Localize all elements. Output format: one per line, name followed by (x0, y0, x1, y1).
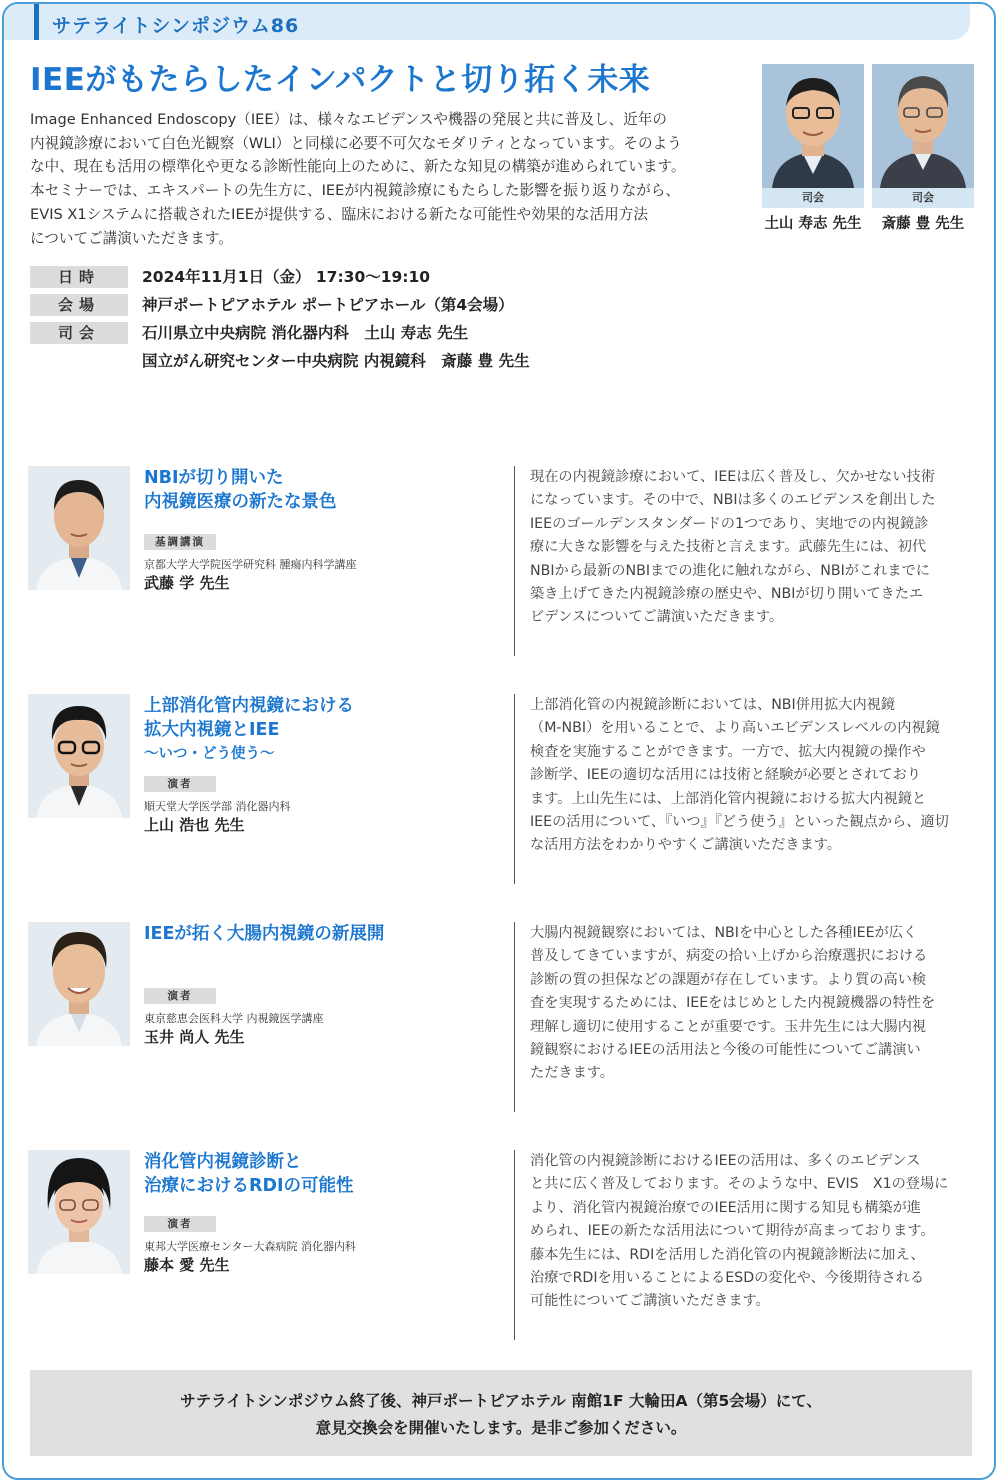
divider (514, 1150, 515, 1340)
info-chair-2: 国立がん研究センター中央病院 内視鏡科 斎藤 豊 先生 (142, 352, 530, 370)
person-portrait-icon (762, 64, 864, 188)
lecture-block (4, 694, 994, 904)
flyer-frame (2, 2, 996, 1480)
speaker-affiliation: 東邦大学医療センター大森病院 消化器内科 (144, 1240, 357, 1253)
moderator-name: 斎藤 豊 先生 (881, 216, 965, 232)
intro-line: な中、現在も活用の標準化や更なる診断性能向上のために、新たな知見の構築が進められています。 (30, 158, 686, 176)
speaker-photo (28, 1150, 130, 1274)
divider (514, 694, 515, 884)
lecture-description (530, 1150, 976, 1314)
intro-text (30, 108, 740, 250)
person-portrait-icon (28, 922, 130, 1046)
lecture-title (144, 1150, 354, 1198)
desc-line: 藤本先生には、RDIを活用した消化管の内視鏡診断法に加え、 (530, 1246, 925, 1263)
info-label: 司会 (30, 322, 128, 344)
info-date: 2024年11月1日（金） 17:30～19:10 (142, 268, 431, 286)
role-badge: 演者 (144, 776, 216, 792)
lecture-title-line: IEEが拓く大腸内視鏡の新展開 (144, 924, 385, 944)
desc-line: 普及してきていますが、病変の拾い上げから治療選択における (530, 948, 928, 965)
moderator-card (762, 64, 864, 233)
desc-line: NBIから最新のNBIまでの進化に触れながら、NBIがこれまでに (530, 562, 930, 579)
lecture-block (4, 466, 994, 676)
page-title: IEEがもたらしたインパクトと切り拓く未来 (30, 62, 651, 98)
divider (514, 922, 515, 1112)
lecture-title-line: 治療におけるRDIの可能性 (144, 1176, 354, 1196)
lecture-title-line: 拡大内視鏡とIEE (144, 720, 280, 740)
desc-line: 可能性についてご講演いただきます。 (530, 1293, 770, 1310)
info-label: 日時 (30, 266, 128, 288)
lecture-block (4, 922, 994, 1132)
lecture-title (144, 694, 354, 766)
header-bar (4, 4, 970, 40)
intro-line: Image Enhanced Endoscopy（IEE）は、様々なエビデンスや機器の発展と共に普及し、近年の (30, 111, 667, 128)
speaker-name: 武藤 学 先生 (144, 574, 230, 592)
lecture-description (530, 466, 976, 630)
desc-line: な活用方法をわかりやすくご講演いただきます。 (530, 837, 841, 854)
lecture-title-line: 消化管内視鏡診断と (144, 1152, 302, 1172)
moderator-badge: 司会 (762, 188, 864, 208)
person-portrait-icon (28, 694, 130, 818)
desc-line: になっています。その中で、NBIは多くのエビデンスを創出した (530, 492, 936, 509)
desc-line: ます。上山先生には、上部消化管内視鏡における拡大内視鏡と (530, 790, 927, 807)
desc-line: 築き上げてきた内視鏡診療の歴史や、NBIが切り開いてきたエ (530, 586, 924, 603)
lecture-description (530, 694, 976, 858)
desc-line: 鏡観察におけるIEEの活用法と今後の可能性についてご講演い (530, 1042, 921, 1059)
role-badge: 基調講演 (144, 534, 216, 550)
lecture-title-line: 内視鏡医療の新たな景色 (144, 492, 337, 512)
moderator-photo (762, 64, 864, 188)
speaker-photo (28, 922, 130, 1046)
desc-line: （M-NBI）を用いることで、より高いエビデンスレベルの内視鏡 (530, 720, 940, 737)
moderator-badge: 司会 (872, 188, 974, 208)
info-chair-1: 石川県立中央病院 消化器内科 土山 寿志 先生 (142, 324, 469, 342)
desc-line: より、消化管内視鏡治療でのIEE活用に関する知見も構築が進 (530, 1199, 921, 1216)
desc-line: 治療でRDIを用いることによるESDの変化や、今後期待される (530, 1270, 925, 1287)
desc-line: 査を実現するためには、IEEをはじめとした内視鏡機器の特性を (530, 995, 936, 1012)
lecture-title-line: NBIが切り開いた (144, 468, 284, 488)
footer-line: サテライトシンポジウム終了後、神戸ポートピアホテル 南館1F 大輪田A（第5会場）にて、 (180, 1392, 822, 1410)
speaker-name: 藤本 愛 先生 (144, 1256, 230, 1274)
intro-line: 本セミナーでは、エキスパートの先生方に、IEEが内視鏡診療にもたらした影響を振り返りながら、 (30, 182, 680, 200)
speaker-name: 上山 浩也 先生 (144, 816, 245, 834)
footer-line: 意見交換会を開催いたします。是非ご参加ください。 (315, 1419, 687, 1437)
lecture-title-line: 上部消化管内視鏡における (144, 696, 354, 716)
desc-line: 療に大きな影響を与えた技術と言えます。武藤先生には、初代 (530, 539, 927, 556)
role-badge: 演者 (144, 988, 216, 1004)
moderator-name: 土山 寿志 先生 (764, 216, 862, 232)
speaker-name: 玉井 尚人 先生 (144, 1028, 245, 1046)
lecture-block (4, 1150, 994, 1360)
moderator-card (872, 64, 974, 233)
person-portrait-icon (872, 64, 974, 188)
desc-line: と共に広く普及しております。そのような中、EVIS X1の登場に (530, 1176, 949, 1193)
lecture-title (144, 466, 337, 514)
speaker-affiliation: 順天堂大学医学部 消化器内科 (144, 800, 291, 813)
desc-line: 大腸内視鏡観察においては、NBIを中心とした各種IEEが広く (530, 925, 918, 941)
desc-line: 消化管の内視鏡診断におけるIEEの活用は、多くのエビデンス (530, 1153, 921, 1169)
lecture-subtitle: ～いつ・どう使う～ (144, 746, 275, 762)
intro-line: 内視鏡診療において白色光観察（WLI）と同様に必要不可欠なモダリティとなっています。そのよう (30, 134, 682, 152)
intro-line: についてご講演いただきます。 (30, 229, 233, 247)
desc-line: IEEのゴールデンスタンダードの1つであり、実地での内視鏡診 (530, 515, 929, 532)
intro-line: EVIS X1システムに搭載されたIEEが提供する、臨床における新たな可能性や効果的な活用方法 (30, 205, 648, 223)
speaker-photo (28, 466, 130, 590)
header-accent (34, 4, 39, 40)
person-portrait-icon (28, 1150, 130, 1274)
divider (514, 466, 515, 656)
desc-line: ただきます。 (530, 1065, 614, 1082)
desc-line: 検査を実施することができます。一方で、拡大内視鏡の操作や (530, 743, 926, 760)
desc-line: ビデンスについてご講演いただきます。 (530, 609, 784, 626)
desc-line: 理解し適切に使用することが重要です。玉井先生には大腸内視 (530, 1018, 927, 1035)
symposium-label: サテライトシンポジウム86 (52, 15, 300, 37)
info-venue: 神戸ポートピアホテル ポートピアホール（第4会場） (142, 296, 514, 314)
lecture-description (530, 922, 976, 1086)
desc-line: 診断学、IEEの適切な活用には技術と経験が必要とされており (530, 767, 921, 784)
footer-notice (30, 1370, 972, 1456)
info-label: 会場 (30, 294, 128, 316)
desc-line: IEEの活用について、『いつ』『どう使う』といった観点から、適切 (530, 814, 949, 831)
desc-line: 診断の質の担保などの課題が存在しています。より質の高い検 (530, 971, 927, 988)
desc-line: 現在の内視鏡診療において、IEEは広く普及し、欠かせない技術 (530, 469, 935, 485)
role-badge: 演者 (144, 1216, 216, 1232)
moderator-photo (872, 64, 974, 188)
desc-line: 上部消化管の内視鏡診断においては、NBI併用拡大内視鏡 (530, 697, 896, 713)
lecture-title (144, 922, 384, 946)
speaker-affiliation: 京都大学大学院医学研究科 腫瘍内科学講座 (144, 558, 357, 571)
speaker-affiliation: 東京慈恵会医科大学 内視鏡医学講座 (144, 1012, 324, 1025)
person-portrait-icon (28, 466, 130, 590)
speaker-photo (28, 694, 130, 818)
desc-line: められ、IEEの新たな活用法について期待が高まっております。 (530, 1223, 935, 1240)
